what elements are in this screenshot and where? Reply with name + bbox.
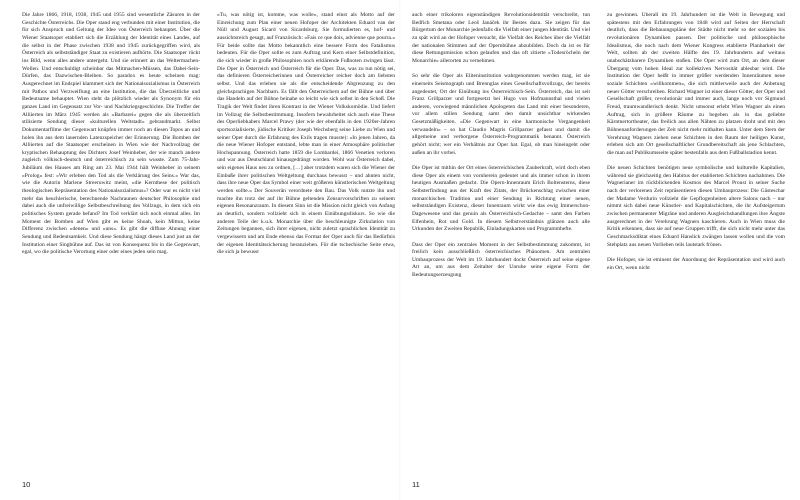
right-page-column-1 <box>412 12 590 474</box>
paragraph: So sehr die Oper als Eliteninstitution wahrgenommen werden mag, ist sie einerseits Seismograph und Brennglas eines Gesellschaftsvollzugs, der bereits angedeutet, Ort der Einübung ins Österreichisch-Sein. Österreich, das ist seit Franz Grillparzer und fortgesetzt bei Hugo von Hofmannsthal und vielen anderen, vorwiegend männlichen Apologeten das Land mit einer besonderen, vor allem stillen Sendung samt den damit unsichtbar wirkenden Gesetzmäßigkeiten. »Die Gegenwart in eine harmonische Vergangenheit verwandeln« – so hat Claudio Magris Grillparzer gefasst und damit die allgemeine und verborgene Österreich-Programmatik benannt. Österreich gehört nicht; wer ein Verhältnis zur Oper hat. Egal, ob man hineingeht oder außen an ihr vorbei. <box>412 73 590 156</box>
paragraph: auch einer trikoloren eigenständigen Revolutionsidentität verschreibt, tun Bedřich Smetana oder Leoš Janáček ihr Bestes dazu. Sie zeigen für das Bürgertum der Monarchie jedenfalls die Vielfalt einer jungen Identität. Und viel zu spät wird an der Hofoper versucht, die Vielfalt des Reiches über die Vielfalt der nationalen Stimmen auf der Opernbühne abzubilden. Doch da ist es für diese Rettungsmission schon gelaufen und das oft zitierte »Todesröcheln der Monarchie« allerorten zu vernehmen. <box>412 12 590 64</box>
page-number-right: 11 <box>412 480 420 489</box>
page-number-left: 10 <box>22 480 31 489</box>
paragraph: Dass der Oper ein zentrales Moment in der Selbstbestimmung zukommt, ist freilich kein ausschließlich österreichisches Phänomen. Am zentralen Umbauprozess der Welt im 19. Jahrhundert dockt Österreich auf seine eigene Art an, um aus dem Zeitalter der Unruhe seine eigene Form der Bedeutungserzeugung <box>412 241 590 279</box>
left-page-column-1 <box>22 12 200 474</box>
paragraph: zu gewinnen. Überall im 19. Jahrhundert ist die Welt in Bewegung und spätestens mit den Erfahrungen von 1848 wird auf Seiten der Herrschaft deutlich, dass die Bebauungspläne der Städte nicht mehr so der sozialen bis revolutionären Dynamiken passen. Der politische und philosophische Idealismus, die noch nach dem Wiener Kongress etablierte Planbarkeit der Welt, sollten ab der zweiten Hälfte des 19. Jahrhunderts auf weitaus unabschätzbarere Dynamiken stoßen. Die Oper wird zum Ort, an dem dieser Übergang vom hohen Ideal zur kollektiven Nervosität ablesbar wird. Die Institution der Oper heißt in immer größer werdenden Innenräumen neue soziale Schichten »willkommen«, die sich mittlerweile auch der Anbetung neuer Götter verschreiben. Richard Wagner ist einer dieser Götter, der Oper und Gesellschaft größer, revolutionär und immer auch, lange noch vor Sigmund Freud, traumwandlerisch denkt. Nicht umsonst erlebt Wien Wagner als einen Auftrag, sich in größere Räume zu begeben als in das geliebte Kärntnertortheater, das freilich aus allen Nähten zu platzen droht und mit den Bühnenanforderungen der Zeit nicht mehr mithalten kann. Unter dem Stern der Verehrung Wagners ziehen neue Schichten in den Raum der heiligen Kunst, erleben sich am Ort gesellschaftlicher Grundbereitschaft als jene Schlachten, die man auf Publikumsseite später bestenfalls aus dem Fußballstadion kennt. <box>607 12 785 156</box>
paragraph: Die Oper ist mithin der Ort eines österreichischen Zauberkraft, wird doch eben diese Oper als einem von vornherein gedeutet und als immer schon in ihrem heutigen Ausmaßen gedacht. Die Opern-Innenraum Erich Boltensterns, diese Selbsterfindung aus der Kraft des Zitats, der Brückenschlag zwischen einer monarchischen Tradition und einer Sendung in Richtung einer neuen, selbstständigen Existenz, dieser Innenraum wirkt wie das ewig Immerschon-Dagewesene und das genuin als Österreichisch-Gedachte – samt den Farben Elfenbein, Rot und Gold. In diesem Selbstverständnis glänzen auch alle Urkunden der Zweiten Republik, Einladungskarten und Programmhefte. <box>412 165 590 233</box>
paragraph: Die neuen Schichten benötigen neue symbolische und kulturelle Kapitalien, während sie gleichzeitig den Habitus der etablierten Schichten nachahmen. Die Wagnerianer im rückblickenden Kosmos des Marcel Proust in seiner Suche nach der verlorenen Zeit repräsentieren diesen Umbauprozess: Die Gästeschar der Madame Verdurin vollzieht die Gepflogenheiten altere Salons nach – nur nimmt sich dabei neue Künstler- und Kapitalschichten, die ihr Aufsteigertum zwischen permanenter Migräne und anderen Ausgleichshandlungen ihre Ängste ausgerechnet in der Verehrung Wagners kaschieren. Auch in Wien muss die Kritik erkennen, dass sie auf neue Gruppen trifft, die sich nicht mehr unter das Geschmacksdiktat eines Eduard Hanslick zwängen lassen wollen und die vom Stehplatz aus neuen Vorlieben teils lautstark frönen. <box>607 165 785 248</box>
right-page-column-2 <box>607 12 785 474</box>
gutter-divider <box>399 0 401 500</box>
left-page-column-2 <box>217 12 395 474</box>
paragraph: »Tu, was nötig ist, komme, was wolle«, stand einst als Motto auf der Einreichung zum Plan einer neuen Hofoper der Architekten Eduard van der Nüll und August Sicard von Sicardsburg. Sie formulierten es, hof- und aussichtsreich gesagt, auf Französisch: »Fais ce que dois, advienne que pourra.« Für beide sollte das Motto bekanntlich eine bessere Form des Fatalismus bedeuten. Für die Oper sollte es zum Auftrag und Kern einer Selbstdefinition, die sich wieder in große Philosophien noch erklärende Fußnoten zwingen lässt. Die Oper in Österreich und Österreich für die Oper. Das, was zu tun nötig sei, das definieren Österreicherinnen und Österreicher reicher doch am liebsten selbst. Und das erleben sie als die entscheidende Abgrenzung zu den gleichsprachigen Nachbarn. Es fällt den Österreichern auf der Bühne und über das Handeln auf der Bühne beinahe so leicht wie sich selbst in den Schoß. Die Tragik der Welt findet ihren Kontrast in der Wiener Volkskomödie. Und liefert im Vollzug die Selbstbestimmung. Insofern bewahrheitet sich auch eine These des Operliebhabers Marcel Prawy (der wie der ebenfalls in den 1920er-Jahren sportsozialisierte, jüdische Kritiker Joseph Wechsberg seine Liebe zu Wien und seiner Oper durch die Erfahrung des Exils tragen musste): »In jenen Jahren, da die neue Wiener Hofoper entstand, lebte man in einer Atmosphäre politischer Hochspannung. Österreich hatte 1859 die Lombardei, 1866 Venetien verloren und war aus Deutschland hinausgedrängt worden. Wohl war Österreich dabei, sein eigenes Haus neu zu ordnen, […] aber trotzdem waren sich die Wiener der Einbuße ihrer politischen Weltgeltung durchaus bewusst – und ahnten nicht, dass ihre neue Oper das Symbol einer weit größeren künstlerischen Weltgeltung werden sollte.« Der Souverän verordnete den Bau. Das Volk nutzte ihn und machte ihn trotz der auf ihr Bühne geltenden Zensurvorschriften zu seinem eigenen Resonanzraum. In diesem Sinn ist die Mission nicht gleich von Anfang an deutlich, sondern vollzieht sich in einem Einübungsdiskurs. So wie die anderen Teile der k.u.k. Monarchie über die beschleunigte Zirkulation von Zeitungen begannen, sich ihrer eigenen, nicht zuletzt sprachlichen Identität zu vergewissern und am Ende ebenso das Format der Oper auch für das Bedürfnis der eigenen Identitätssicherung heranziehen. Für die tschechische Seite etwa, die sich ja bewusst <box>217 12 395 256</box>
paragraph: Die Jahre 1866, 1918, 1938, 1945 und 1955 sind wesentliche Zäsuren in der Geschichte Österreichs. Die Oper stand eng verbunden mit einer Institution, die für sich Anspruch und Geltung der Idee von Österreich behauptet. Über die Wiener Staatsoper etabliert sich die Erzählung der Identität eines Landes, auf die selbst in der Phase zwischen 1938 und 1945 zurückgegriffen wird, als Österreich als selbstständiger Staat zu existieren aufhörte. Die Staatsoper rückt ins Bild, wenn alles andere untergeht. Und sie erinnert an das Weltermachen-Wollen. Und entschuldigt scheinbar das Mitmachen-Müssen, das Dabei-Sein-Dürfen, das Dazwischen-Bleiben. So paradox es heute scheinen mag: Ausgerechnet im Endspiel klammert sich der Nationalsozialismus in Österreich mit Pathos und Verzweiflung an eine Institution, die das Überzeitliche und Bedeutsame behauptet. Wien steht da plötzlich wieder als Synonym für ein ganzes Land im Gegensatz zur Vor- und Nachkriegsgeschichte. Die Treffer der Alliierten im März 1945 werden als »Barbarei« gegen die als überzeitlich stilisierte Sendung dieser »kulturellen Weltstadt« gebrandmarkt. Selbst Dokumentarfilme der Gegenwart knüpfen immer noch an diesen Topos an und holen ihn aus dem lauernden Latenzspeicher der Erinnerung. Die Bomben der Alliierten auf die Staatsoper erscheinen in Wien wie der Nachvollzug der kryptischen Behauptung des Dichters Josef Weinheber, der wie manch andere zugleich völkisch-deutsch und österreichisch zu sein wusste. Zum 75-Jahr-Jubiläum des Hauses am Ring am 23. Mai 1944 hält Weinheber in seinem »Prolog« fest: »Wir erleben den Tod als die Verklärung des Seins.« War das, wie die Autorin Marlene Streeruwitz meint, »die Kernthese der politisch theologischen Repräsentation des Nationalsozialismus«? Oder war es nicht viel mehr das heuchlerische, berechnende Nachraunen deutscher Philosophie und dabei auch die unfreiwillige Selbstbeschreibung des Vollzugs, in dem sich ein politisches System gerade befand? Im Tod verklärt sich noch einmal alles. Im Moment der Bomben auf Wien gibt es keine Shoah, kein Mittun, keine Differenz zwischen »denen« und »uns«. Es gibt die diffuse Ahnung einer Sendung und Bedeutsamkeit. Und diese Sendung hängt dieses Land just an der Institution einer Singbühne auf. Das ist von Konsequenz bis in die Gegenwart, egal, wo die politische Verortung einer oder eines jeden sein mag. <box>22 12 200 256</box>
paragraph: Die Hofoper, sie ist eminent der Anordnung der Repräsentation und wird auch ein Ort, wenn nicht <box>607 256 785 271</box>
